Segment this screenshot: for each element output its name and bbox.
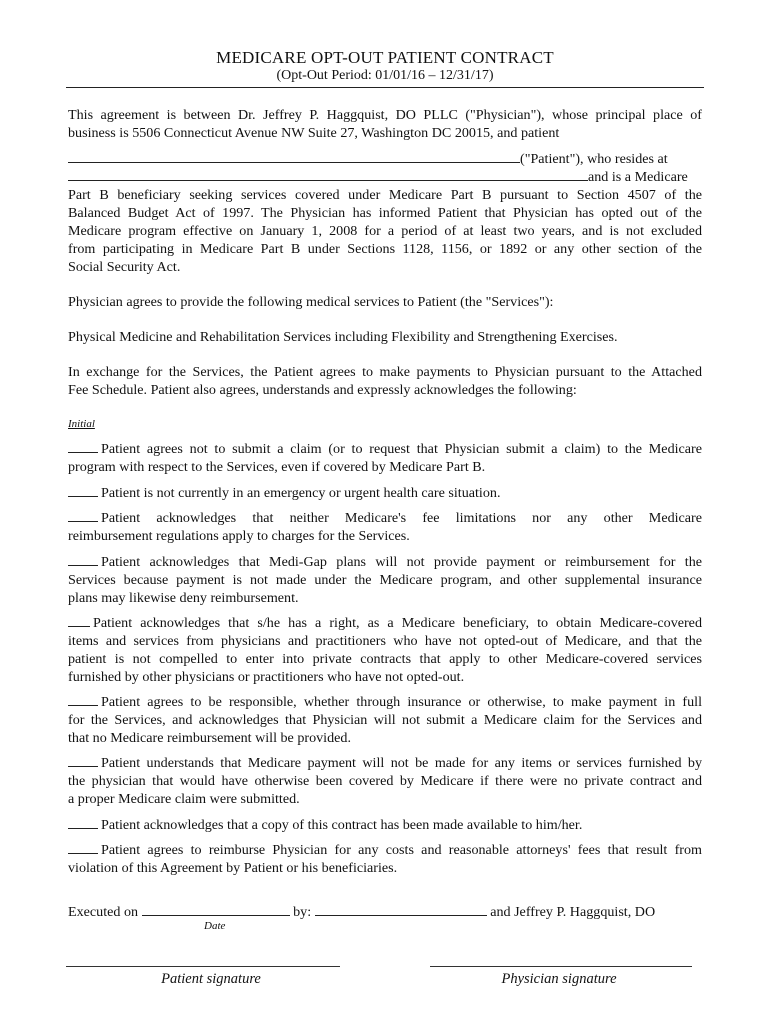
exchange-paragraph (68, 363, 702, 399)
clause-7 (68, 754, 702, 808)
intro-line-8: from participating in Medicare Part B under Sections 1128, 1156, or 1892 or any other section of the (68, 241, 702, 257)
initial-blank-6[interactable] (68, 693, 98, 706)
clause-2 (68, 484, 702, 502)
document-subtitle: (Opt-Out Period: 01/01/16 – 12/31/17) (276, 68, 494, 83)
clause-8 (68, 816, 702, 834)
clause-5-line-2: items and services from physicians and practitioners who have not opted-out of Medicare, and that the (68, 633, 702, 649)
patient-address-blank[interactable] (68, 168, 588, 181)
intro-line-1: This agreement is between Dr. Jeffrey P. Haggquist, DO PLLC ("Physician"), whose principal place of (68, 107, 702, 123)
initial-blank-2[interactable] (68, 484, 98, 497)
clause-4-line-3: plans may likewise deny reimbursement. (68, 590, 299, 606)
initial-blank-7[interactable] (68, 754, 98, 767)
intro-line-2: business is 5506 Connecticut Avenue NW Suite 27, Washington DC 20015, and patient (68, 125, 560, 141)
clause-2-line-1: Patient is not currently in an emergency or urgent health care situation. (101, 485, 501, 501)
services-intro: Physician agrees to provide the following medical services to Patient (the "Services"): (68, 294, 554, 310)
clause-7-line-1: Patient understands that Medicare payment will not be made for any items or services furnished by (101, 755, 702, 771)
intro-patient-line (68, 150, 702, 168)
initial-blank-9[interactable] (68, 841, 98, 854)
clause-4-line-2: Services because payment is not made under the Medicare program, and other supplemental insurance (68, 572, 702, 588)
clause-5-line-3: patient is not compelled to enter into private contracts that apply to other Medicare-covered services (68, 651, 702, 667)
clause-3 (68, 509, 702, 545)
patient-name-blank[interactable] (68, 150, 520, 163)
initial-blank-4[interactable] (68, 553, 98, 566)
initial-blank-8[interactable] (68, 816, 98, 829)
clause-7-line-3: a proper Medicare claim were submitted. (68, 791, 300, 807)
intro-line-5: Part B beneficiary seeking services covered under Medicare Part B pursuant to Section 4507 of the (68, 187, 702, 203)
clause-1-line-1: Patient agrees not to submit a claim (or to request that Physician submit a claim) to the Medicare (101, 441, 702, 457)
exchange-line-2: Fee Schedule. Patient also agrees, understands and expressly acknowledges the following: (68, 382, 577, 398)
patient-signature-caption: Patient signature (161, 971, 261, 987)
clause-9 (68, 841, 702, 877)
document-title: MEDICARE OPT-OUT PATIENT CONTRACT (216, 48, 554, 67)
intro-paragraph (68, 106, 702, 276)
initial-blank-1[interactable] (68, 440, 98, 453)
clause-5-line-4: furnished by other physicians or practitioners who have not opted-out. (68, 669, 465, 685)
clause-6-line-2: for the Services, and acknowledges that Physician will not submit a Medicare claim for the Services and (68, 712, 702, 728)
patient-signature-line[interactable] (66, 966, 340, 967)
clause-4 (68, 553, 702, 607)
clause-4-line-1: Patient acknowledges that Medi-Gap plans will not provide payment or reimbursement for the (101, 554, 702, 570)
physician-signature-line[interactable] (430, 966, 692, 967)
clause-6-line-3: that no Medicare reimbursement will be provided. (68, 730, 351, 746)
date-caption: Date (204, 920, 226, 932)
intro-line-6: Balanced Budget Act of 1997. The Physician has informed Patient that Physician has opted out of the (68, 205, 702, 221)
patient-suffix: ("Patient"), who resides at (520, 151, 668, 167)
clause-5-line-1: Patient acknowledges that s/he has a right, as a Medicare beneficiary, to obtain Medicare-covered (93, 615, 702, 631)
clause-5 (68, 614, 702, 686)
clause-3-line-2: reimbursement regulations apply to charges for the Services. (68, 528, 410, 544)
medicare-suffix: and is a Medicare (588, 169, 688, 185)
execution-line (68, 903, 702, 921)
clause-3-line-1: Patient acknowledges that neither Medicare's fee limitations nor any other Medicare (101, 510, 702, 526)
clause-1 (68, 440, 702, 476)
physician-name-label: and Jeffrey P. Haggquist, DO (490, 904, 656, 920)
by-label: by: (293, 904, 312, 920)
clause-1-line-2: program with respect to the Services, even if covered by Medicare Part B. (68, 459, 486, 475)
execution-date-blank[interactable] (142, 903, 290, 916)
services-description: Physical Medicine and Rehabilitation Services including Flexibility and Strengthening Exercises. (68, 329, 618, 345)
clause-7-line-2: the physician that would have otherwise been covered by Medicare if there were no private contract and (68, 773, 702, 789)
clause-9-line-2: violation of this Agreement by Patient or his beneficiaries. (68, 860, 398, 876)
intro-line-9: Social Security Act. (68, 259, 181, 275)
initial-column-label: Initial (68, 418, 95, 430)
exchange-line-1: In exchange for the Services, the Patient agrees to make payments to Physician pursuant to the Attached (68, 364, 702, 380)
intro-address-line (68, 168, 702, 186)
clause-6-line-1: Patient agrees to be responsible, whether through insurance or otherwise, to make payment in full (101, 694, 702, 710)
clause-6 (68, 693, 702, 747)
executed-on-label: Executed on (68, 904, 139, 920)
clause-9-line-1: Patient agrees to reimburse Physician for any costs and reasonable attorneys' fees that result from (101, 842, 702, 858)
initial-blank-3[interactable] (68, 509, 98, 522)
clause-8-line-1: Patient acknowledges that a copy of this contract has been made available to him/her. (101, 817, 583, 833)
physician-signature-caption: Physician signature (501, 971, 617, 987)
executed-by-blank[interactable] (315, 903, 487, 916)
initial-blank-5[interactable] (68, 614, 90, 627)
intro-line-7: Medicare program effective on January 1, 2008 for a period of at least two years, and is not excluded (68, 223, 702, 239)
title-divider (66, 87, 704, 88)
